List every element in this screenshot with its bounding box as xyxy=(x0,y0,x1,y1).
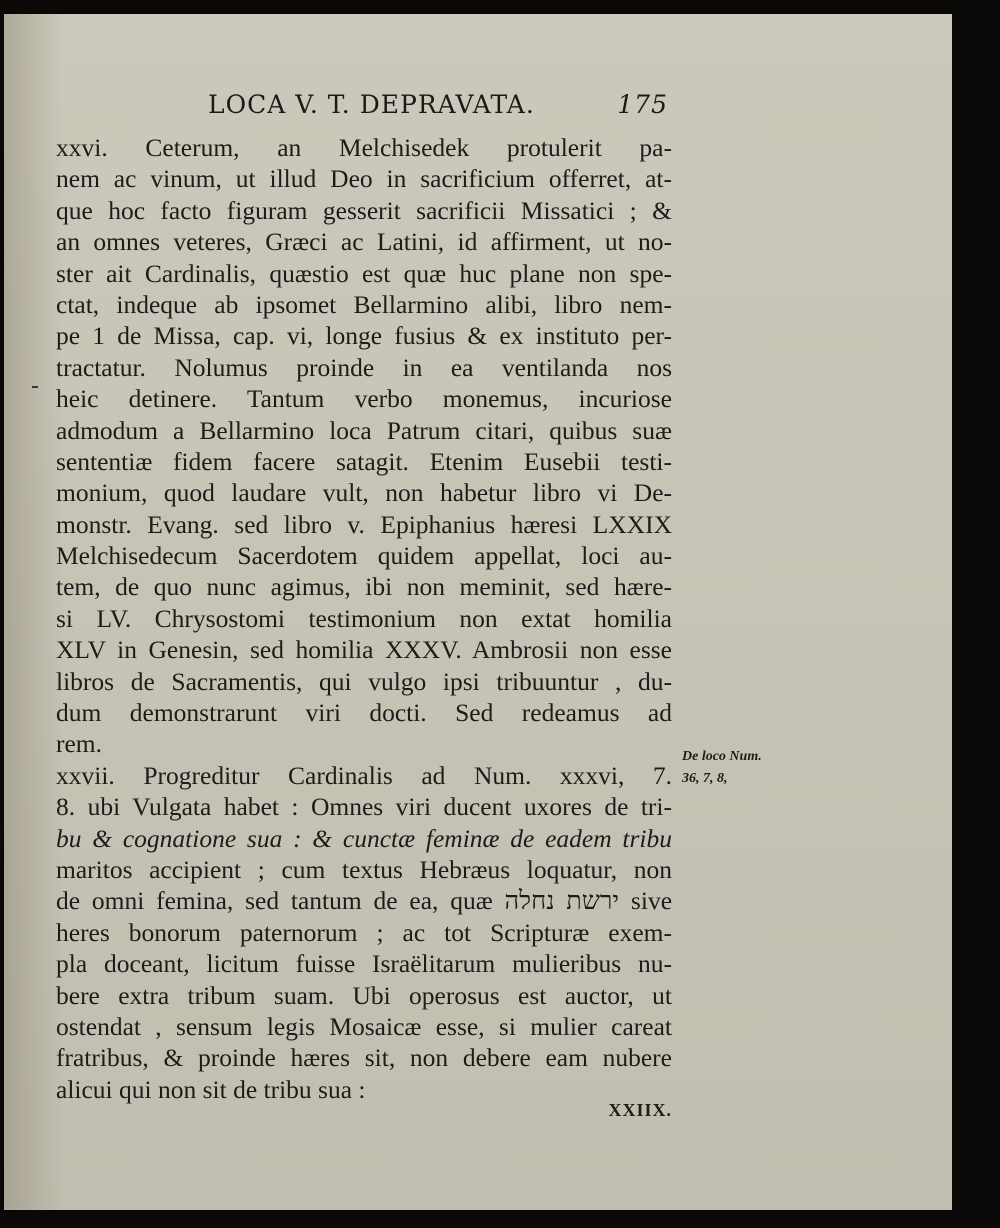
text-line: ster ait Cardinalis, quæstio est quæ huc plane non spe- xyxy=(56,258,672,288)
text-line: sententiæ fidem facere satagit. Etenim Eusebii testi- xyxy=(56,446,672,476)
page-header xyxy=(208,90,668,126)
marginal-note-line: De loco Num. xyxy=(682,749,762,764)
text-line: ostendat , sensum legis Mosaicæ esse, si mulier careat xyxy=(56,1011,672,1041)
text-line: XLV in Genesin, sed homilia XXXV. Ambrosii non esse xyxy=(56,635,672,665)
text-line: maritos accipient ; cum textus Hebræus loquatur, non xyxy=(56,854,672,884)
text-line: pla doceant, licitum fuisse Israëlitarum mulieribus nu- xyxy=(56,949,672,979)
page-number: 175 xyxy=(617,90,668,119)
margin-mark xyxy=(32,386,38,388)
text-line: bere extra tribum suam. Ubi operosus est auctor, ut xyxy=(56,980,672,1010)
text-line: tractatur. Nolumus proinde in ea ventilanda nos xyxy=(56,352,672,382)
text-line: bu & cognatione sua : & cunctæ feminæ de eadem tribu xyxy=(56,823,672,853)
text-line: xxvi. Ceterum, an Melchisedek protulerit pa- xyxy=(56,133,672,162)
text-line: admodum a Bellarmino loca Patrum citari, quibus suæ xyxy=(56,415,672,445)
marginal-note xyxy=(682,746,802,790)
text-line: monstr. Evang. sed libro v. Epiphanius hæresi LXXIX xyxy=(56,509,672,539)
text-line: xxvii. Progreditur Cardinalis ad Num. xxxvi, 7. xyxy=(56,760,672,790)
text-line: alicui qui non sit de tribu sua : xyxy=(56,1074,366,1104)
text-line: an omnes veteres, Græci ac Latini, id affirment, ut no- xyxy=(56,227,672,257)
text-line: ctat, indeque ab ipsomet Bellarmino alibi, libro nem- xyxy=(56,289,672,319)
text-line: fratribus, & proinde hæres sit, non debere eam nubere xyxy=(56,1043,672,1073)
body-text xyxy=(56,132,672,1105)
text-line: rem. xyxy=(56,729,103,759)
running-head: LOCA V. T. DEPRAVATA. xyxy=(208,90,535,119)
text-line: libros de Sacramentis, qui vulgo ipsi tribuuntur , du- xyxy=(56,666,672,696)
text-line: monium, quod laudare vult, non habetur libro vi De- xyxy=(56,478,672,508)
text-line: que hoc facto figuram gesserit sacrificii Missatici ; & xyxy=(56,195,672,225)
marginal-note-line: 36, 7, 8, xyxy=(682,771,728,786)
text-line: Melchisedecum Sacerdotem quidem appellat, loci au- xyxy=(56,541,672,571)
text-line: 8. ubi Vulgata habet : Omnes viri ducent uxores de tri- xyxy=(56,792,672,822)
text-line: dum demonstrarunt viri docti. Sed redeamus ad xyxy=(56,698,672,728)
catchword: XXIIX. xyxy=(608,1100,672,1120)
book-page xyxy=(4,14,952,1210)
text-line: nem ac vinum, ut illud Deo in sacrificium offerret, at- xyxy=(56,164,672,194)
text-line: tem, de quo nunc agimus, ibi non meminit, sed hære- xyxy=(56,572,672,602)
text-line: heic detinere. Tantum verbo monemus, incuriose xyxy=(56,384,672,414)
text-line: heres bonorum paternorum ; ac tot Scripturæ exem- xyxy=(56,917,672,947)
text-line: pe 1 de Missa, cap. vi, longe fusius & ex instituto per- xyxy=(56,321,672,351)
text-line: si LV. Chrysostomi testimonium non extat homilia xyxy=(56,603,672,633)
text-line: de omni femina, sed tantum de ea, quæ ירשת נחלה sive xyxy=(56,886,672,916)
